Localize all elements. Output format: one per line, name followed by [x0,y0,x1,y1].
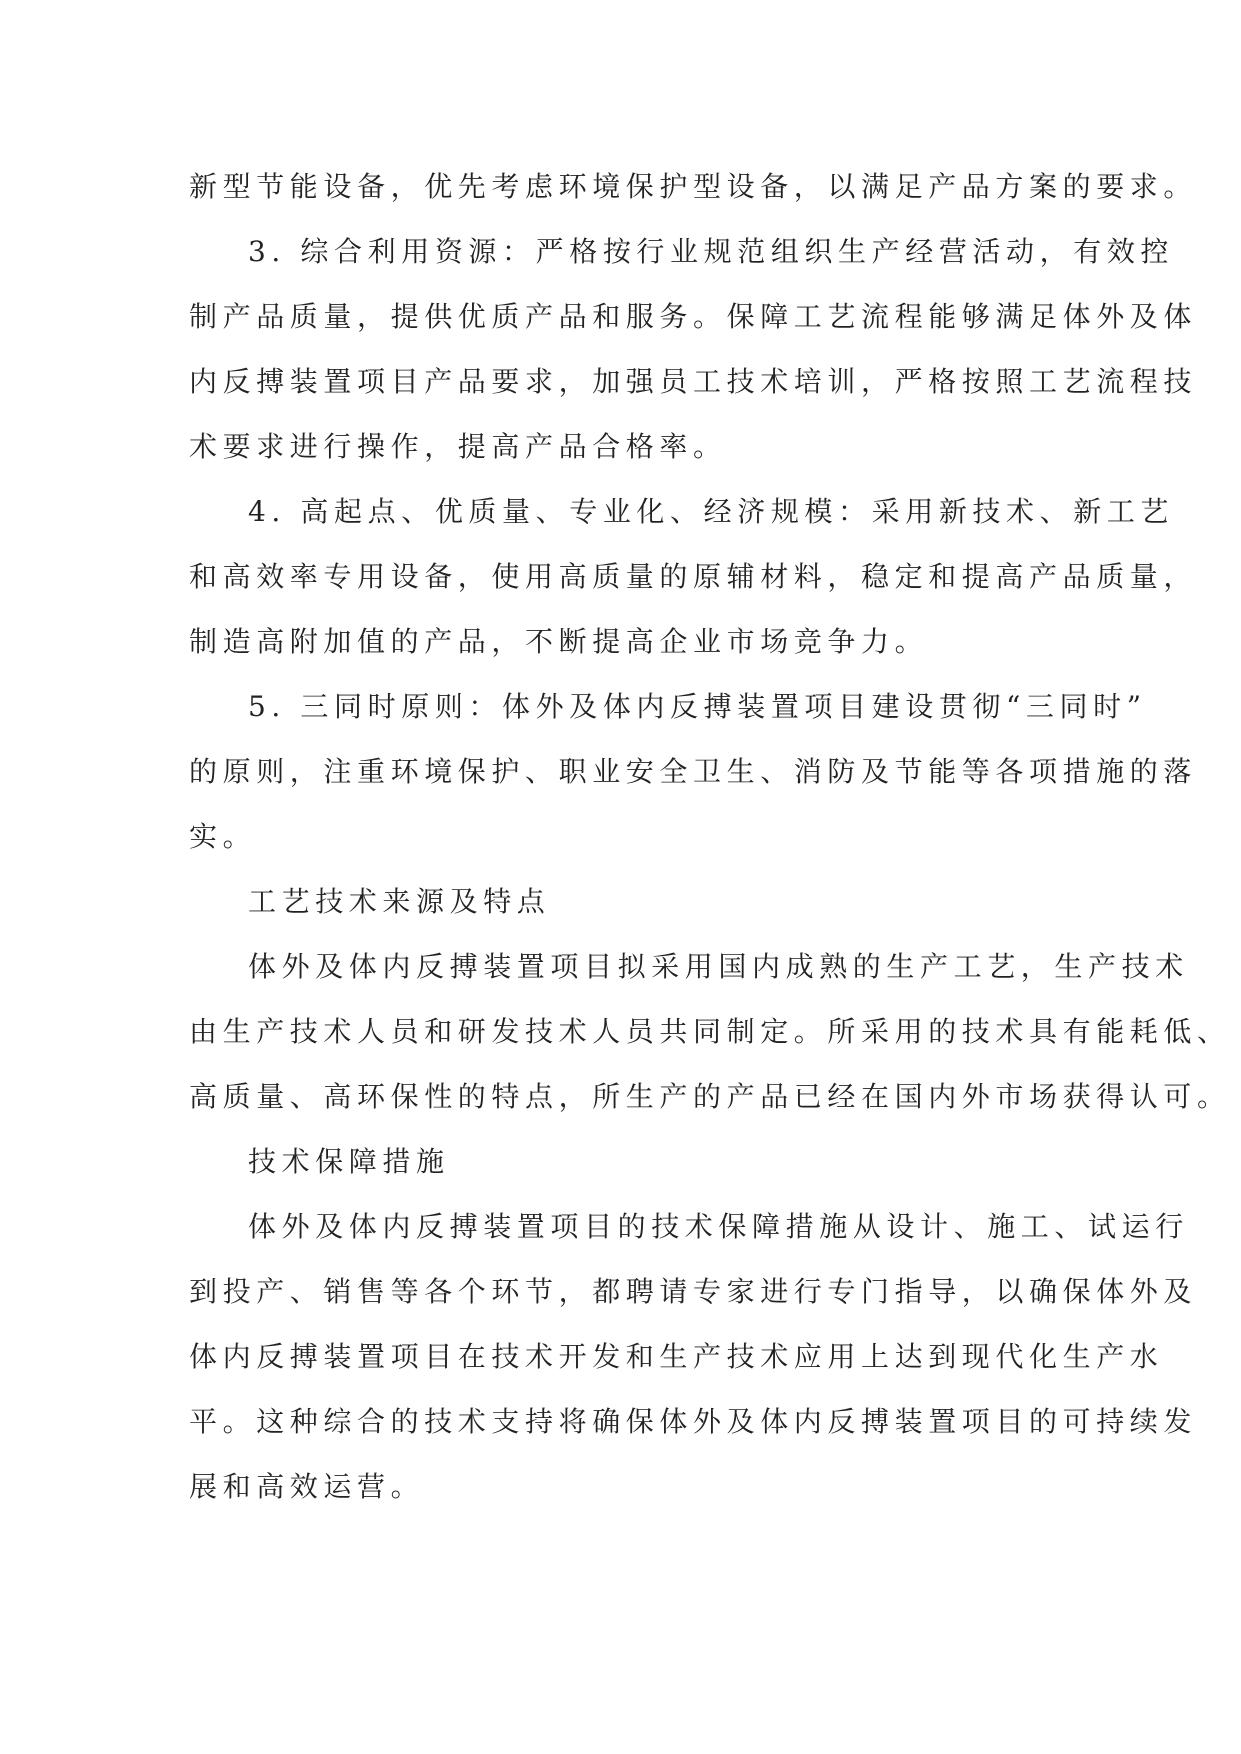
text-line: 展和高效运营。 [189,1470,425,1503]
paragraph-process-source [189,934,1231,1129]
text-line: 实。 [189,820,257,853]
paragraph-tech-assurance [189,1194,1198,1519]
text-line: 高质量、高环保性的特点，所生产的产品已经在国内外市场获得认可。 [189,1080,1231,1113]
text-line: 3. 综合利用资源：严格按行业规范组织生产经营活动，有效控 [248,235,1175,268]
section-heading: 工艺技术来源及特点 [248,885,551,918]
paragraph-item-4 [189,479,1198,674]
text-line: 体内反搏装置项目在技术开发和生产技术应用上达到现代化生产水 [189,1340,1164,1373]
text-line: 新型节能设备，优先考虑环境保护型设备，以满足产品方案的要求。 [189,170,1198,203]
paragraph-continuation [189,154,1198,219]
text-line: 制造高附加值的产品，不断提高企业市场竞争力。 [189,625,929,658]
text-line: 平。这种综合的技术支持将确保体外及体内反搏装置项目的可持续发 [189,1405,1198,1438]
document-body [189,154,1231,1519]
text-line: 由生产技术人员和研发技术人员共同制定。所采用的技术具有能耗低、 [189,1015,1231,1048]
paragraph-item-3 [189,219,1198,479]
text-line: 内反搏装置项目产品要求，加强员工技术培训，严格按照工艺流程技 [189,365,1198,398]
text-line: 4. 高起点、优质量、专业化、经济规模：采用新技术、新工艺 [248,495,1175,528]
section-heading: 技术保障措施 [248,1145,450,1178]
text-line: 的原则，注重环境保护、职业安全卫生、消防及节能等各项措施的落 [189,755,1198,788]
text-line: 体外及体内反搏装置项目的技术保障措施从设计、施工、试运行 [248,1210,1189,1243]
text-line: 术要求进行操作，提高产品合格率。 [189,430,727,463]
section-heading-process-source [189,869,1055,934]
text-line: 5. 三同时原则：体外及体内反搏装置项目建设贯彻“三同时” [248,690,1147,723]
text-line: 体外及体内反搏装置项目拟采用国内成熟的生产工艺，生产技术 [248,950,1189,983]
text-line: 和高效率专用设备，使用高质量的原辅材料，稳定和提高产品质量， [189,560,1198,593]
section-heading-tech-assurance [189,1129,1055,1194]
paragraph-item-5 [189,674,1198,869]
text-line: 到投产、销售等各个环节，都聘请专家进行专门指导，以确保体外及 [189,1275,1198,1308]
text-line: 制产品质量，提供优质产品和服务。保障工艺流程能够满足体外及体 [189,300,1198,333]
